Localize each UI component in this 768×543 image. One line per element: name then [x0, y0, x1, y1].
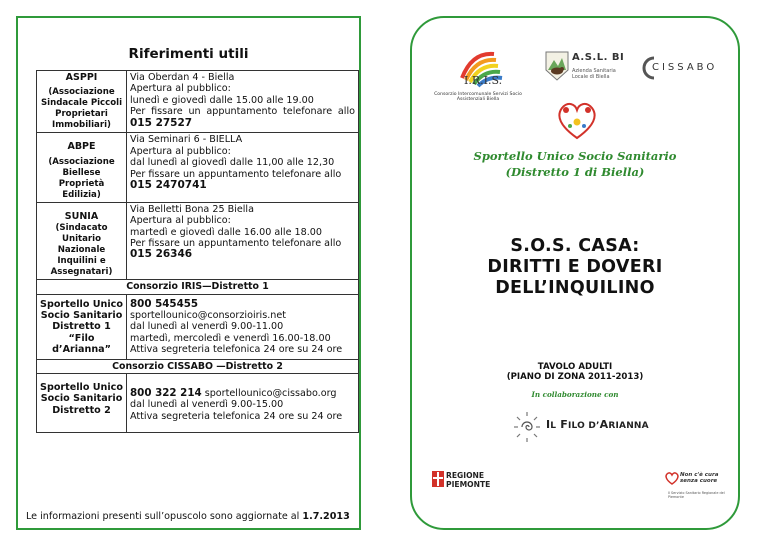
- sportello-name-line: Socio Sanitario: [40, 310, 123, 322]
- appointment-text: Per fissare un appuntamento telefonare allo: [130, 106, 355, 118]
- main-title-line1: S.O.S. CASA:: [510, 236, 640, 256]
- hours: dal lunedì al venerdì 9.00-15.00: [130, 399, 284, 411]
- filo-text-part: L: [550, 421, 557, 431]
- address: Via Seminari 6 - BIELLA: [130, 134, 243, 146]
- email-link[interactable]: sportellounico@cissabo.org: [204, 388, 337, 400]
- email-link[interactable]: sportellounico@consorzioiris.net: [130, 310, 287, 322]
- filo-arianna-logo-text: [546, 418, 649, 431]
- org-subtitle: (Associazione Biellese Proprietà Edilizia): [48, 156, 115, 200]
- filo-text-part: A: [599, 418, 609, 431]
- hours: lunedì e giovedì dalle 15.00 alle 19.00: [130, 94, 314, 106]
- table-row: [37, 294, 359, 359]
- appointment-text: Per fissare un appuntamento telefonare allo: [130, 168, 342, 180]
- table-row: [37, 71, 359, 133]
- update-note-text: Le informazioni presenti sull’opuscolo sono aggiornate al: [26, 511, 300, 522]
- phone-number: 015 27527: [130, 116, 193, 129]
- phone-number: 800 322 214: [130, 387, 202, 400]
- address: Via Belletti Bona 25 Biella: [130, 203, 254, 215]
- table-row: [37, 280, 359, 294]
- sportello-name-line: Socio Sanitario: [40, 393, 123, 405]
- iris-subtitle: Consorzio Intercomunale Servizi Socio Assistenziali Biella: [434, 92, 522, 102]
- noncura-heart-icon: [664, 470, 680, 486]
- noncura-line1: Non c'è cura: [680, 472, 719, 478]
- hours-label: Apertura al pubblico:: [130, 215, 231, 227]
- asl-bear-icon: [544, 50, 570, 82]
- left-panel: [16, 16, 361, 530]
- info-cell: [127, 133, 359, 202]
- org-subtitle: (Associazione Sindacale Piccoli Proprietari Immobiliari): [40, 87, 123, 131]
- tavolo-line1: TAVOLO ADULTI: [537, 362, 613, 372]
- iris-logo-text: I.R.I.S.: [464, 74, 503, 87]
- table-row: [37, 133, 359, 202]
- asl-subtitle: Azienda Sanitaria Locale di Biella: [572, 68, 616, 80]
- sportello-name-line: “Filo d’Arianna”: [52, 332, 111, 356]
- filo-text-part: F: [556, 418, 568, 431]
- hours: dal lunedì al giovedì dalle 11,00 alle 12,30: [130, 157, 335, 169]
- info-cell: [127, 294, 359, 359]
- voicemail-text: Attiva segreteria telefonica 24 ore su 24 ore: [130, 344, 343, 356]
- regione-logo-text: [446, 472, 490, 489]
- sportello-title-line1: Sportello Unico Socio Sanitario: [473, 149, 677, 163]
- org-cell: [37, 71, 127, 133]
- regione-crest-icon: [432, 471, 444, 487]
- hours: martedì, mercoledì e venerdì 16.00-18.00: [130, 332, 331, 344]
- sportello-name-line: Sportello Unico: [40, 298, 123, 310]
- hours: dal lunedì al venerdì 9.00-11.00: [130, 321, 284, 333]
- main-title-line2: DIRITTI E DOVERI: [487, 257, 663, 277]
- hours: martedì e giovedì dalle 16.00 alle 18.00: [130, 226, 322, 238]
- filo-text-part: RIANNA: [608, 421, 649, 431]
- update-note: [26, 511, 350, 522]
- left-title: Riferimenti utili: [128, 46, 249, 62]
- info-cell: [127, 202, 359, 279]
- right-panel: [410, 16, 740, 530]
- sportello-name-cell: [37, 374, 127, 433]
- group-heading-iris: Consorzio IRIS—Distretto 1: [37, 280, 359, 294]
- appointment-text: Per fissare un appuntamento telefonare allo: [130, 238, 342, 250]
- main-title-line3: DELL’INQUILINO: [495, 278, 655, 298]
- filo-text-part: ILO D’: [567, 421, 600, 431]
- hours-label: Apertura al pubblico:: [130, 145, 231, 157]
- hours-label: Apertura al pubblico:: [130, 83, 231, 95]
- tavolo-block: [412, 362, 738, 382]
- org-name: SUNIA: [64, 210, 99, 222]
- regione-line1: REGIONE: [446, 471, 485, 480]
- regione-line2: PIEMONTE: [446, 479, 491, 489]
- noncura-logo-text: [680, 472, 720, 484]
- voicemail-text: Attiva segreteria telefonica 24 ore su 24 ore: [130, 410, 343, 422]
- heart-ornament-icon: [554, 98, 600, 142]
- sportello-title: [412, 148, 738, 180]
- sportello-name-cell: [37, 294, 127, 359]
- filo-text-part: I: [546, 418, 551, 431]
- tavolo-line2: (PIANO DI ZONA 2011-2013): [506, 372, 644, 382]
- org-cell: [37, 133, 127, 202]
- filo-sun-icon: [512, 410, 542, 444]
- phone-number: 800 545455: [130, 297, 199, 310]
- info-cell: [127, 71, 359, 133]
- org-cell: [37, 202, 127, 279]
- info-cell: [127, 374, 359, 433]
- sportello-name-line: Distretto 1: [52, 321, 111, 333]
- org-name: ASPPI: [65, 72, 98, 83]
- table-row: [37, 359, 359, 373]
- collaboration-label: In collaborazione con: [531, 390, 619, 399]
- group-heading-cissabo: Consorzio CISSABO —Distretto 2: [37, 359, 359, 373]
- sportello-title-line2: (Distretto 1 di Biella): [505, 165, 645, 179]
- address: Via Oberdan 4 - Biella: [130, 72, 235, 83]
- noncura-line2: senza cuore: [680, 478, 718, 485]
- sportello-name-line: Distretto 2: [52, 404, 111, 416]
- sportello-name-line: Sportello Unico: [40, 382, 123, 394]
- cissabo-logo-text: CISSABO: [652, 62, 718, 73]
- table-row: [37, 374, 359, 433]
- update-note-date: 1.7.2013: [302, 511, 350, 522]
- table-row: [37, 202, 359, 279]
- asl-title: A.S.L. BI: [572, 52, 625, 63]
- org-subtitle: (Sindacato Unitario Nazionale Inquilini e Assegnatari): [50, 223, 113, 278]
- org-name: ABPE: [67, 141, 96, 153]
- noncura-subtitle: Il Servizio Sanitario Regionale del Piemonte: [668, 491, 725, 499]
- phone-number: 015 26346: [130, 248, 193, 261]
- references-table: [36, 70, 359, 433]
- phone-number: 015 2470741: [130, 179, 207, 192]
- main-title: [412, 236, 738, 299]
